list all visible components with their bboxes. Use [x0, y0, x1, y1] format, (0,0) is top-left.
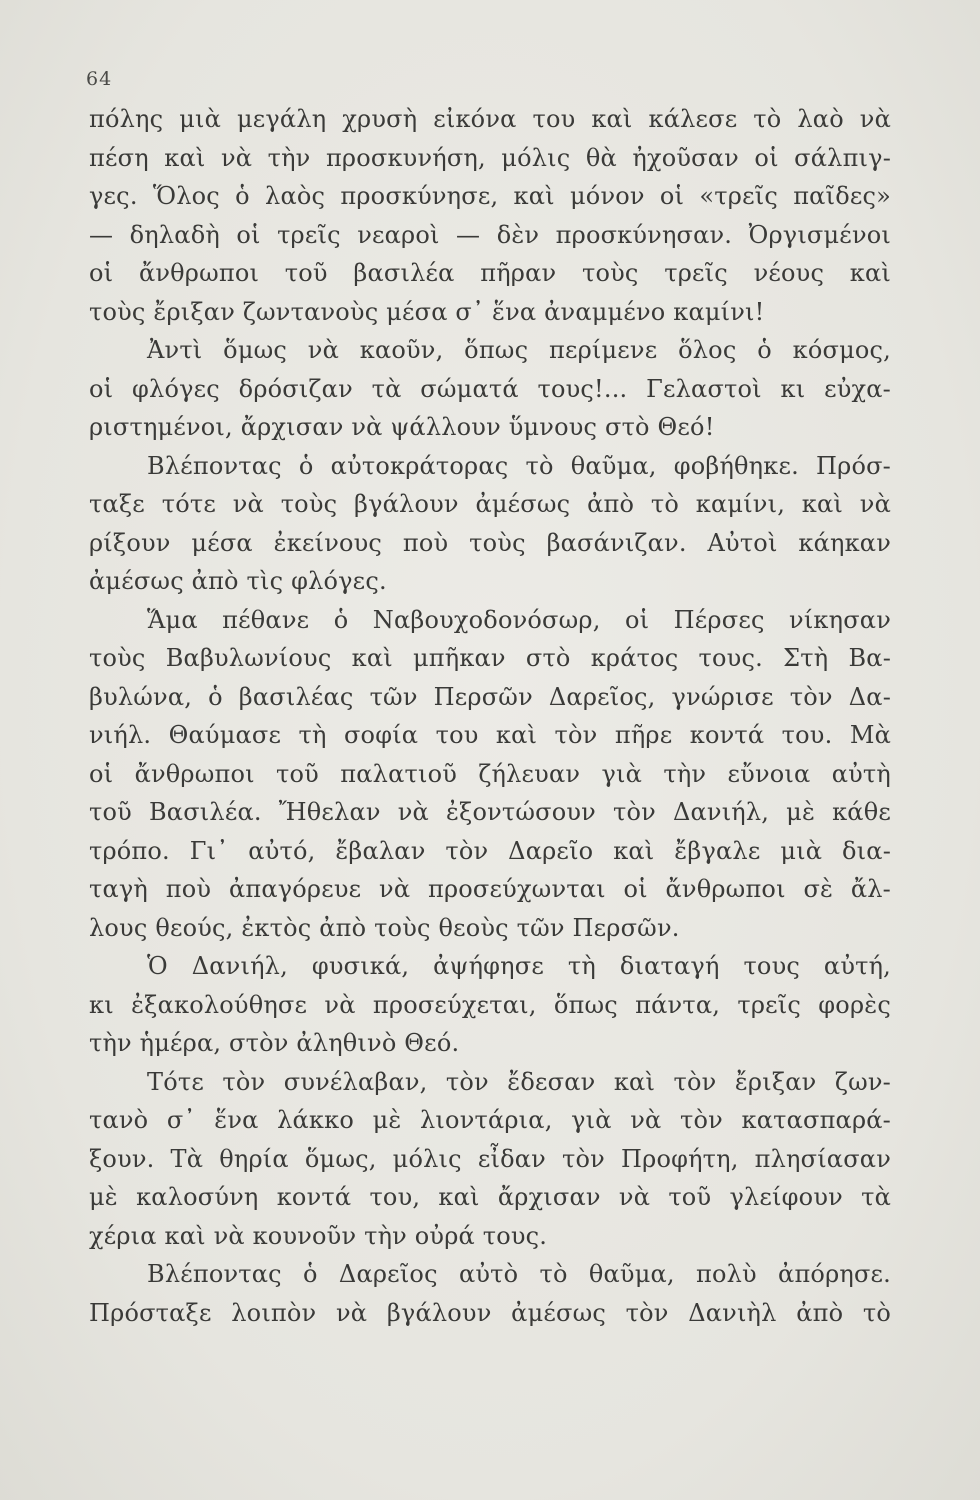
page-number: 64	[86, 68, 113, 90]
text-line: ρίξουν μέσα ἐκείνους ποὺ τοὺς βασάνιζαν. Αὐτοὶ κάηκαν	[89, 528, 891, 557]
text-line: κι ἐξακολούθησε νὰ προσεύχεται, ὅπως πάντα, τρεῖς φορὲς	[89, 990, 891, 1019]
text-line: Βλέποντας ὁ αὐτοκράτορας τὸ θαῦμα, φοβήθηκε. Πρόσ-	[147, 451, 891, 480]
text-line: Τότε τὸν συνέλαβαν, τὸν ἔδεσαν καὶ τὸν ἔριξαν ζων-	[147, 1067, 891, 1096]
text-line: Πρόσταξε λοιπὸν νὰ βγάλουν ἀμέσως τὸν Δανιὴλ ἀπὸ τὸ	[89, 1298, 891, 1327]
text-line: πέση καὶ νὰ τὴν προσκυνήση, μόλις θὰ ἠχοῦσαν οἱ σάλπιγ-	[89, 143, 891, 172]
text-line: μὲ καλοσύνη κοντά του, καὶ ἄρχισαν νὰ τοῦ γλείφουν τὰ	[89, 1183, 891, 1211]
text-line: ταξε τότε νὰ τοὺς βγάλουν ἀμέσως ἀπὸ τὸ καμίνι, καὶ νὰ	[89, 490, 891, 518]
text-line: πόλης μιὰ μεγάλη χρυσὴ εἰκόνα του καὶ κάλεσε τὸ λαὸ νὰ	[89, 105, 891, 133]
text-line: τρόπο. Γι᾽ αὐτό, ἔβαλαν τὸν Δαρεῖο καὶ ἔβγαλε μιὰ δια-	[89, 836, 891, 865]
text-line: — δηλαδὴ οἱ τρεῖς νεαροὶ — δὲν προσκύνησαν. Ὀργισμένοι	[89, 220, 891, 249]
text-line: λους θεούς, ἐκτὸς ἀπὸ τοὺς θεοὺς τῶν Περσῶν.	[89, 913, 680, 942]
text-line: τανὸ σ᾽ ἕνα λάκκο μὲ λιοντάρια, γιὰ νὰ τὸν κατασπαρά-	[89, 1106, 891, 1134]
text-line: Ὁ Δανιήλ, φυσικά, ἀψήφησε τὴ διαταγή τους αὐτή,	[147, 952, 891, 980]
text-line: Ἅμα πέθανε ὁ Ναβουχοδονόσωρ, οἱ Πέρσες νίκησαν	[147, 605, 891, 634]
text-line: οἱ φλόγες δρόσιζαν τὰ σώματά τους!... Γελαστοὶ κι εὐχα-	[89, 374, 891, 403]
text-line: ταγὴ ποὺ ἀπαγόρευε νὰ προσεύχωνται οἱ ἄνθρωποι σὲ ἄλ-	[89, 875, 891, 903]
text-line: γες. Ὅλος ὁ λαὸς προσκύνησε, καὶ μόνον οἱ «τρεῖς παῖδες»	[89, 182, 891, 210]
text-line: τοῦ Βασιλέα. Ἤθελαν νὰ ἐξοντώσουν τὸν Δανιήλ, μὲ κάθε	[89, 798, 891, 826]
text-line: χέρια καὶ νὰ κουνοῦν τὴν οὐρά τους.	[89, 1221, 548, 1250]
text-line: βυλώνα, ὁ βασιλέας τῶν Περσῶν Δαρεῖος, γνώρισε τὸν Δα-	[89, 682, 891, 711]
text-line: ξουν. Τὰ θηρία ὅμως, μόλις εἶδαν τὸν Προφήτη, πλησίασαν	[89, 1144, 891, 1173]
text-line: τοὺς ἔριξαν ζωντανοὺς μέσα σ᾽ ἕνα ἀναμμένο καμίνι!	[89, 297, 765, 326]
text-line: νιήλ. Θαύμασε τὴ σοφία του καὶ τὸν πῆρε κοντά του. Μὰ	[89, 721, 891, 749]
text-line: Βλέποντας ὁ Δαρεῖος αὐτὸ τὸ θαῦμα, πολὺ ἀπόρησε.	[147, 1260, 891, 1288]
text-line: ριστημένοι, ἄρχισαν νὰ ψάλλουν ὕμνους στὸ Θεό!	[89, 413, 715, 441]
text-line: τοὺς Βαβυλωνίους καὶ μπῆκαν στὸ κράτος τους. Στὴ Βα-	[89, 644, 891, 672]
text-line: οἱ ἄνθρωποι τοῦ παλατιοῦ ζήλευαν γιὰ τὴν εὔνοια αὐτὴ	[89, 759, 891, 788]
text-line: τὴν ἡμέρα, στὸν ἀληθινὸ Θεό.	[89, 1029, 460, 1057]
text-line: οἱ ἄνθρωποι τοῦ βασιλέα πῆραν τοὺς τρεῖς νέους καὶ	[89, 259, 891, 287]
text-line: ἀμέσως ἀπὸ τὶς φλόγες.	[89, 567, 387, 595]
body-text	[89, 100, 891, 1332]
text-line: Ἀντὶ ὅμως νὰ καοῦν, ὅπως περίμενε ὅλος ὁ κόσμος,	[147, 336, 891, 364]
